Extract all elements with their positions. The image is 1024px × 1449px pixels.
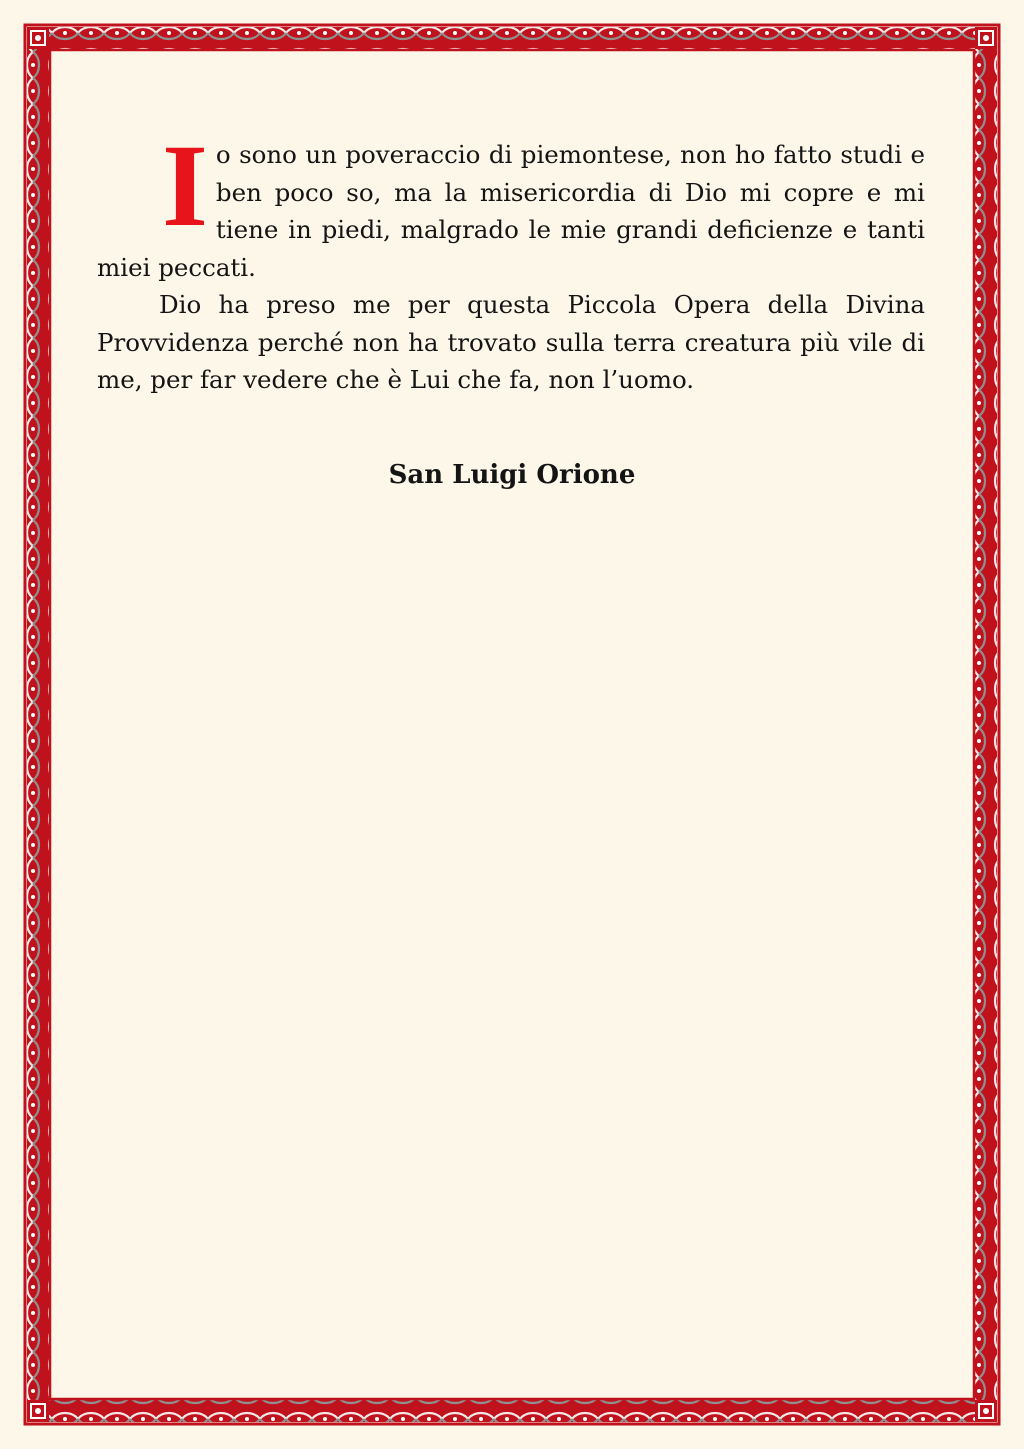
paragraph-1-text: o sono un poveraccio di piemontese, non ho fatto studi e ben poco so, ma la misericordia di Dio mi copre e mi tiene in piedi, malgrado le mie grandi deficienze e tanti miei peccati. [97,140,925,282]
paragraph-2: Dio ha preso me per questa Piccola Opera della Divina Provvidenza perché non ha trovato sulla terra creatura più vile di me, per far vedere che è Lui che fa, non l’uomo. [97,290,925,394]
corner-ornament-top-right [975,27,997,49]
drop-cap: I [162,120,208,251]
quote-text [97,120,925,399]
paragraph-1 [97,120,925,286]
corner-ornament-bottom-right [975,1400,997,1422]
corner-ornament-bottom-left [27,1400,49,1422]
corner-ornament-top-left [27,27,49,49]
signature: San Luigi Orione [388,460,636,490]
